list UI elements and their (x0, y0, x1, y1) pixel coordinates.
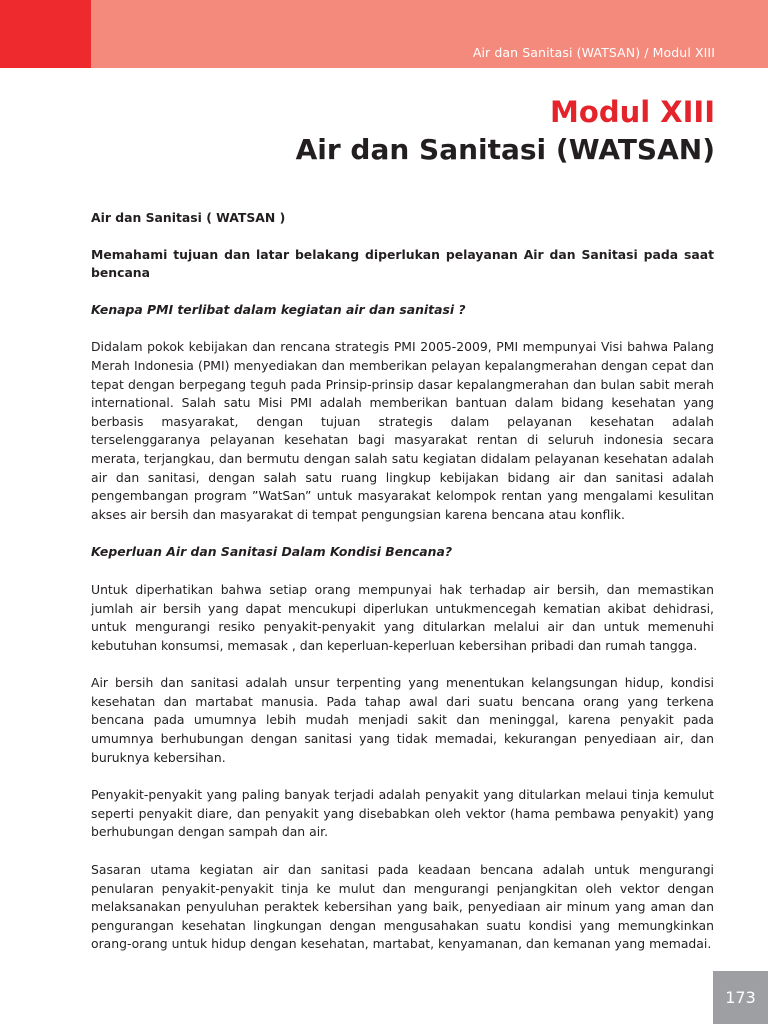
running-header: Air dan Sanitasi (WATSAN) / Modul XIII (472, 45, 715, 60)
question-heading: Kenapa PMI terlibat dalam kegiatan air dan sanitasi ? (91, 301, 466, 317)
section-subtitle: Memahami tujuan dan latar belakang diperlukan pelayanan Air dan Sanitasi pada saat bencana (91, 246, 714, 281)
body-paragraph: Untuk diperhatikan bahwa setiap orang mempunyai hak terhadap air bersih, dan memastikan jumlah air bersih yang dapat mencukupi diperlukan untukmencegah kematian akibat dehidrasi, untuk mengurangi resiko penyakit-penyakit yang ditularkan melalui air dan untuk memenuhi kebutuhan konsumsi, memasak , dan keperluan-keperluan kebersihan pribadi dan rumah tangga. (91, 581, 714, 653)
header-accent-block (0, 0, 91, 68)
page-number-box (713, 971, 768, 1024)
body-paragraph: Air bersih dan sanitasi adalah unsur terpenting yang menentukan kelangsungan hidup, kondisi kesehatan dan martabat manusia. Pada tahap awal dari suatu bencana orang yang terkena bencana pada umumnya lebih mudah menjadi sakit dan meninggal, karena penyakit pada umumnya berhubungan dengan sanitasi yang tidak memadai, kekurangan penyediaan air, dan buruknya kebersihan. (91, 675, 714, 765)
title-block (296, 94, 715, 168)
module-title: Modul XIII (550, 95, 715, 129)
body-paragraph: Sasaran utama kegiatan air dan sanitasi pada keadaan bencana adalah untuk mengurangi penularan penyakit-penyakit tinja ke mulut dan mengurangi penjangkitan oleh vektor dengan melaksanakan penyuluhan peraktek kebersihan yang baik, penyediaan air minum yang aman dan pengurangan kesehatan lingkungan dengan mengusahakan suatu kondisi yang memungkinkan orang-orang untuk hidup dengan kesehatan, martabat, kenyamanan, dan kemanan yang memadai. (91, 862, 714, 952)
page-content (91, 209, 714, 954)
body-paragraph: Penyakit-penyakit yang paling banyak terjadi adalah penyakit yang ditularkan melaui tinja kemulut seperti penyakit diare, dan penyakit yang disebabkan oleh vektor (hama pembawa penyakit) yang berhubungan dengan sampah dan air. (91, 787, 714, 840)
module-subtitle: Air dan Sanitasi (WATSAN) (295, 133, 715, 166)
section-label: Air dan Sanitasi ( WATSAN ) (91, 210, 286, 225)
body-paragraph: Didalam pokok kebijakan dan rencana strategis PMI 2005-2009, PMI mempunyai Visi bahwa Palang Merah Indonesia (PMI) menyediakan dan memberikan pelayan kepalangmerahan dengan cepat dan tepat dengan berpegang teguh pada Prinsip-prinsip dasar kepalangmerahan dan bulan sabit merah international. Salah satu Misi PMI adalah memberikan bantuan dalam bidang kesehatan yang berbasis masyarakat, dengan tujuan strategis dalam pelayanan kesehatan adalah terselenggaranya pelayanan kesehatan bagi masyarakat rentan di seluruh indonesia secara merata, terjangkau, dan bermutu dengan salah satu kegiatan didalam pelayanan kesehatan adalah air dan sanitasi, dengan salah satu ruang lingkup kebijakan bidang air dan sanitasi adalah pengembangan program ”WatSan” untuk masyarakat kelompok rentan yang mengalami kesulitan akses air bersih dan masyarakat di tempat pengungsian karena bencana atau konflik. (91, 339, 714, 522)
page-number: 173 (725, 988, 756, 1007)
question-heading: Keperluan Air dan Sanitasi Dalam Kondisi Bencana? (91, 544, 453, 560)
